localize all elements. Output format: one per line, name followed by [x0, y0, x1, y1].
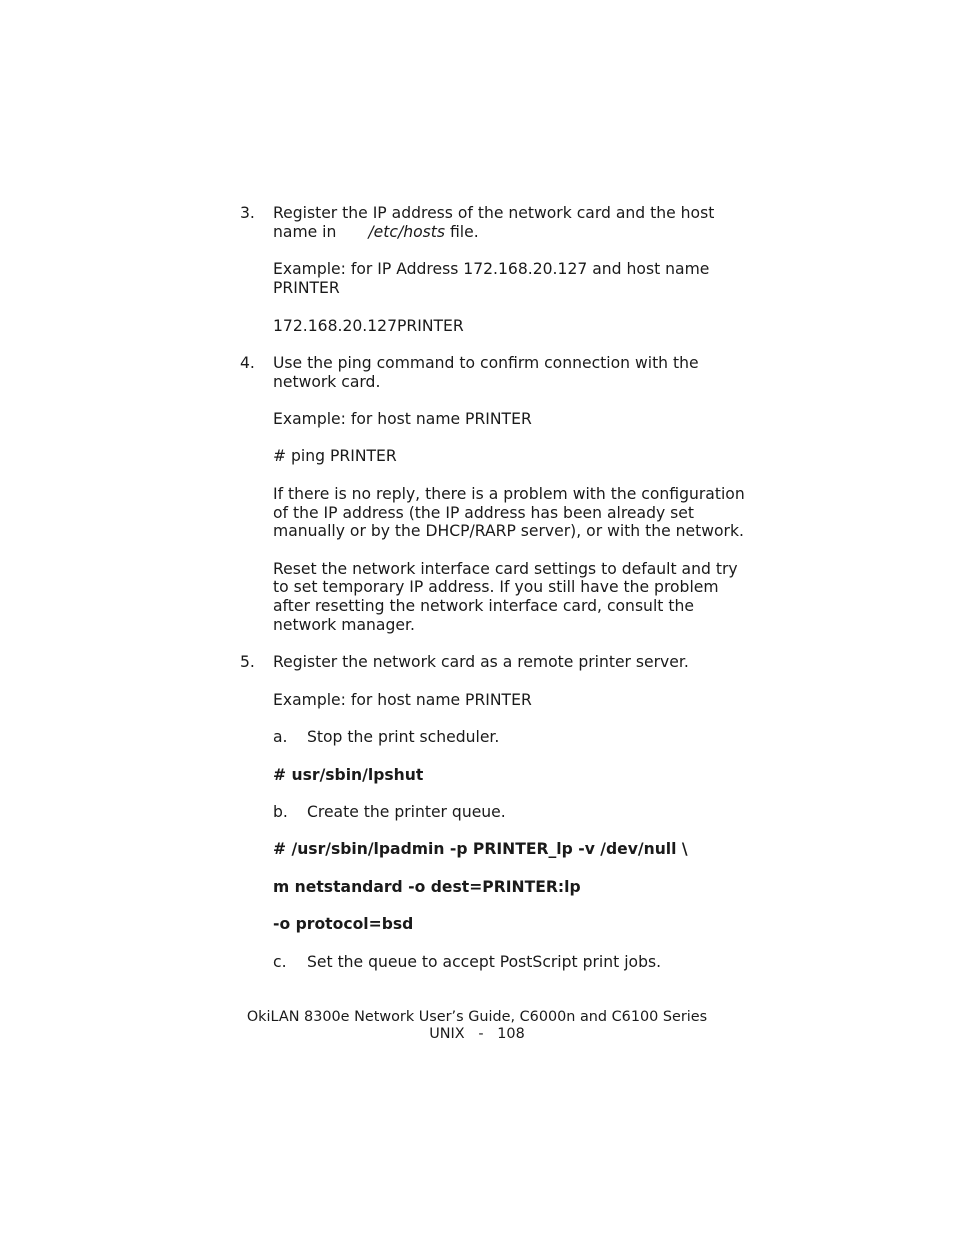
step-4-number: 4.: [240, 354, 255, 372]
no-reply-line-3: manually or by the DHCP/RARP server), or with the network.: [273, 522, 744, 540]
step-3-example-line-1: Example: for IP Address 172.168.20.127 and host name: [273, 260, 710, 278]
lpshut-command: # usr/sbin/lpshut: [273, 766, 424, 784]
step-3-text-suffix: file.: [444, 223, 479, 241]
reset-line-2: to set temporary IP address. If you still have the problem: [273, 578, 719, 596]
substep-b-text: Create the printer queue.: [307, 803, 506, 821]
step-3-text-line-2: [273, 223, 479, 242]
lpadmin-command-line-2: m netstandard -o dest=PRINTER:lp: [273, 878, 581, 896]
hosts-file-path: /etc/hosts: [368, 223, 445, 241]
footer-page-number: UNIX - 108: [429, 1026, 525, 1042]
substep-c-text: Set the queue to accept PostScript print jobs.: [307, 953, 662, 971]
lpadmin-command-line-1: # /usr/sbin/lpadmin -p PRINTER_lp -v /dev/null \: [273, 840, 688, 858]
reset-line-1: Reset the network interface card settings to default and try: [273, 560, 738, 578]
step-3-example-line-2: PRINTER: [273, 279, 340, 297]
step-3-text-line-1: Register the IP address of the network card and the host: [273, 204, 715, 222]
no-reply-line-2: of the IP address (the IP address has been already set: [273, 504, 694, 522]
step-4-text-line-1: Use the ping command to confirm connection with the: [273, 354, 699, 372]
step-4-example: Example: for host name PRINTER: [273, 410, 532, 428]
step-5-number: 5.: [240, 653, 255, 671]
hosts-entry-example: 172.168.20.127PRINTER: [273, 317, 464, 335]
no-reply-line-1: If there is no reply, there is a problem with the configuration: [273, 485, 745, 503]
reset-line-4: network manager.: [273, 616, 415, 634]
ping-command: # ping PRINTER: [273, 447, 397, 465]
step-5-text: Register the network card as a remote printer server.: [273, 653, 689, 671]
lpadmin-command-line-3: -o protocol=bsd: [273, 915, 414, 933]
step-3-text-prefix: name in: [273, 223, 337, 241]
step-3-number: 3.: [240, 204, 255, 222]
substep-b-label: b.: [273, 803, 288, 821]
reset-line-3: after resetting the network interface card, consult the: [273, 597, 694, 615]
substep-a-label: a.: [273, 728, 288, 746]
footer-title: OkiLAN 8300e Network User’s Guide, C6000n and C6100 Series: [246, 1009, 708, 1025]
substep-c-label: c.: [273, 953, 287, 971]
step-5-example: Example: for host name PRINTER: [273, 691, 532, 709]
step-4-text-line-2: network card.: [273, 373, 381, 391]
substep-a-text: Stop the print scheduler.: [307, 728, 500, 746]
